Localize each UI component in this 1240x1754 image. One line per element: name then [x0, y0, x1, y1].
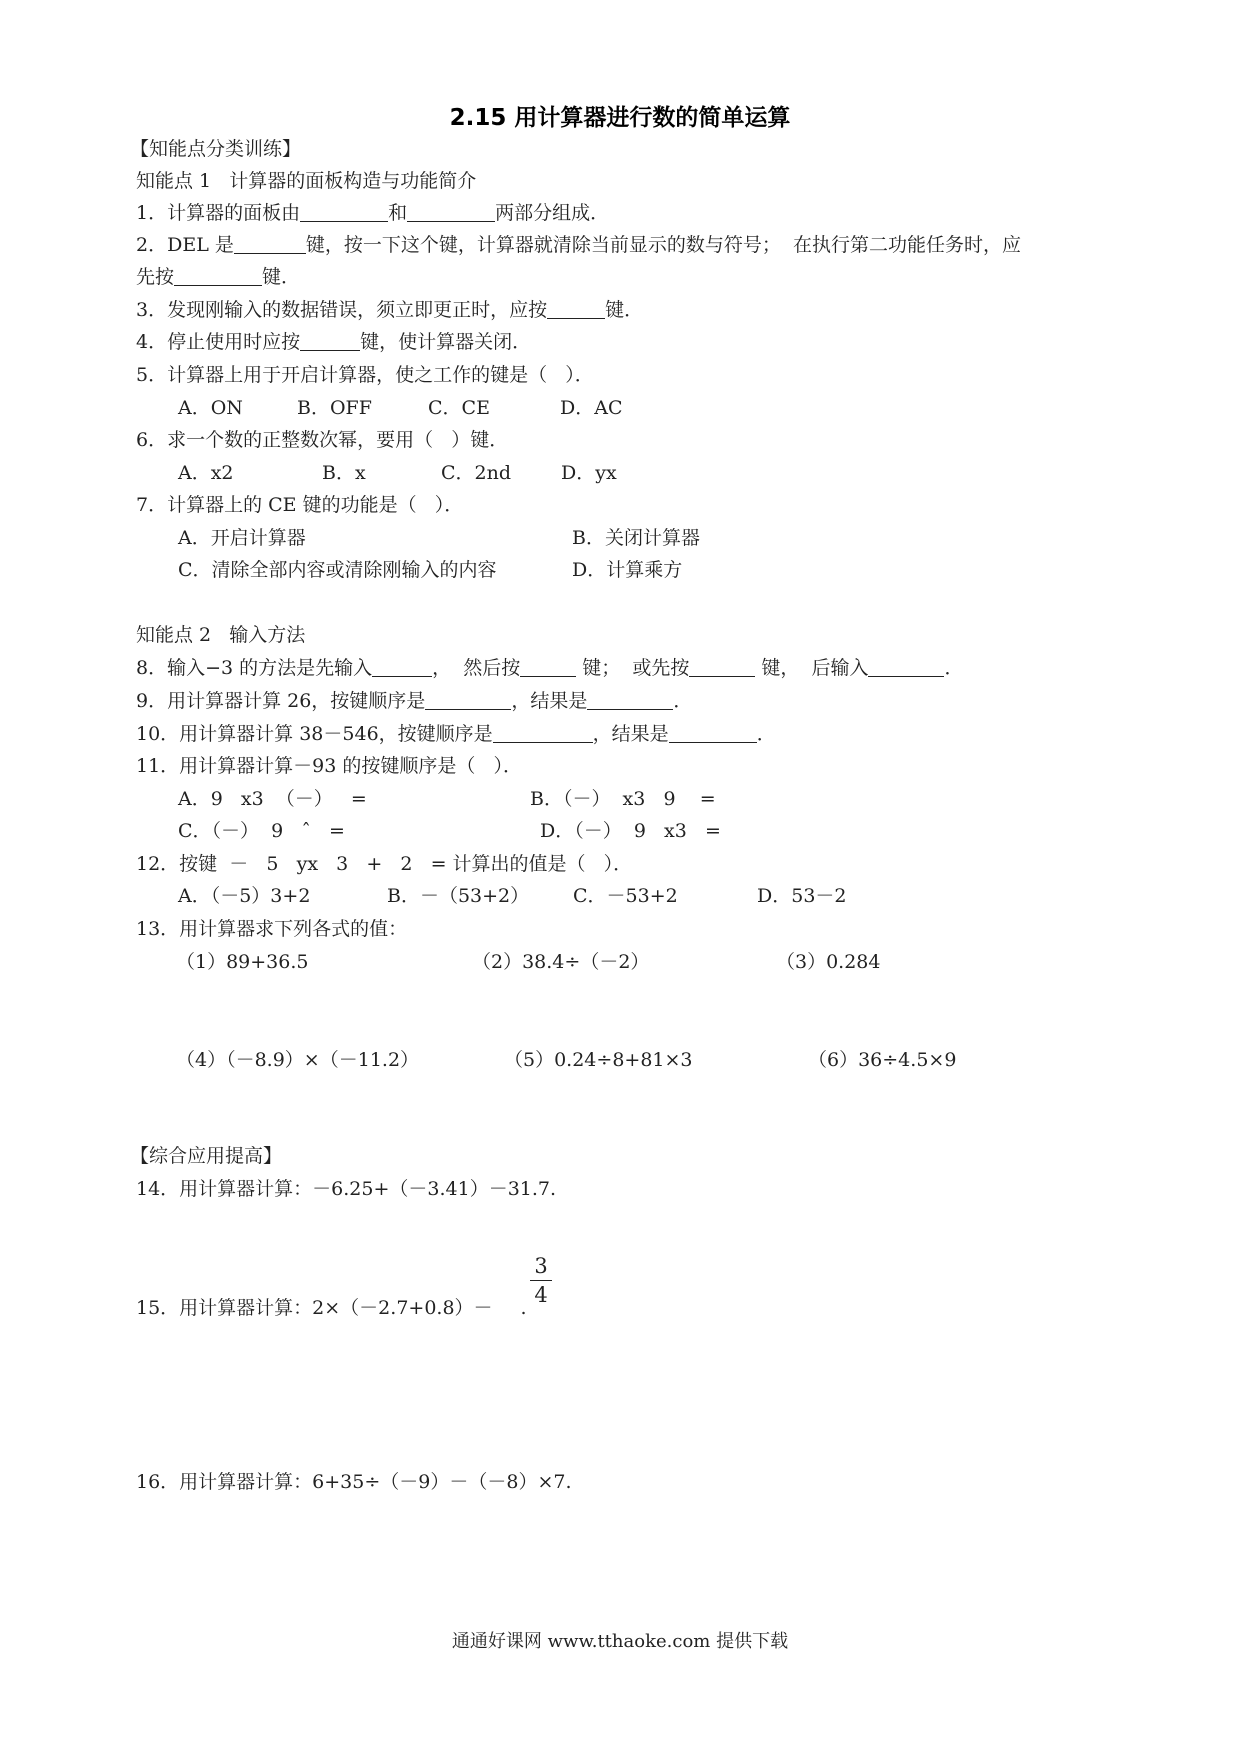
part-6: （6）36÷4.5×9	[808, 1049, 957, 1071]
part-3: （3）0.284	[776, 951, 881, 973]
blank	[300, 332, 360, 351]
option-d: D．（－） 9 x3 =	[540, 820, 721, 842]
option-c: C．CE	[428, 397, 490, 419]
question-5: 5．计算器上用于开启计算器，使之工作的键是（ ）．	[136, 364, 594, 386]
blank	[425, 691, 511, 710]
question-9: 9．用计算器计算 26，按键顺序是 ，结果是 ．	[136, 690, 693, 712]
option-a: A．（－5）3+2	[178, 885, 311, 907]
question-6-options	[178, 461, 617, 485]
question-6: 6．求一个数的正整数次幂，要用（ ）键．	[136, 429, 509, 451]
question-10: 10．用计算器计算 38－546，按键顺序是 ，结果是 ．	[136, 723, 776, 745]
question-13-row2	[176, 1048, 956, 1072]
question-7: 7．计算器上的 CE 键的功能是（ ）．	[136, 494, 464, 516]
part-2: （2）38.4÷（－2）	[472, 951, 650, 973]
option-b: B．关闭计算器	[572, 527, 700, 549]
part-5: （5）0.24÷8+81×3	[504, 1049, 693, 1071]
blank	[407, 203, 495, 222]
option-c: C．清除全部内容或清除刚输入的内容	[178, 559, 497, 581]
option-a: A．x2	[178, 462, 234, 484]
question-8: 8．输入−3 的方法是先输入 ， 然后按 键； 或先按 键， 后输入 ．	[136, 657, 964, 679]
option-d: D．53－2	[757, 885, 847, 907]
option-c: C．－53+2	[573, 885, 678, 907]
question-16: 16．用计算器计算：6+35÷（－9）－（－8）×7.	[136, 1471, 572, 1493]
option-b: B．（－） x3 9 =	[530, 788, 716, 810]
option-d: D．AC	[560, 397, 623, 419]
blank	[234, 235, 306, 254]
option-b: B．OFF	[297, 397, 372, 419]
question-11-options-row1	[178, 787, 716, 811]
question-12: 12．按键 － 5 yx 3 + 2 = 计算出的值是（ ）．	[136, 853, 633, 875]
blank	[689, 658, 755, 677]
blank	[300, 203, 388, 222]
question-15: 15．用计算器计算：2×（－2.7+0.8）－ .	[136, 1297, 527, 1319]
blank	[547, 300, 605, 319]
footer-credit: 通通好课网 www.tthaoke.com 提供下载	[451, 1631, 789, 1652]
question-2: 2．DEL 是 键，按一下这个键，计算器就清除当前显示的数与符号； 在执行第二功能任务时，应	[136, 234, 1021, 256]
option-b: B．－（53+2）	[387, 885, 530, 907]
knowledge-point-2: 知能点 2 输入方法	[136, 624, 306, 646]
option-d: D．yx	[561, 462, 617, 484]
part-1: （1）89+36.5	[176, 951, 309, 973]
option-a: A．开启计算器	[178, 527, 306, 549]
blank	[669, 724, 757, 743]
option-b: B．x	[322, 462, 366, 484]
fraction-three-quarters: 3 4	[530, 1253, 552, 1308]
question-11: 11．用计算器计算－93 的按键顺序是（ ）．	[136, 755, 523, 777]
part-4: （4）（－8.9）×（－11.2）	[176, 1049, 420, 1071]
question-1: 1．计算器的面板由 和 两部分组成．	[136, 202, 610, 224]
question-13: 13．用计算器求下列各式的值：	[136, 918, 408, 940]
question-12-options	[178, 884, 847, 908]
option-d: D．计算乘方	[572, 559, 683, 581]
fraction-bar	[530, 1280, 552, 1281]
question-7-options-row1	[178, 526, 700, 550]
question-3: 3．发现刚输入的数据错误，须立即更正时，应按 键．	[136, 299, 644, 321]
blank	[520, 658, 576, 677]
question-2-cont: 先按 键．	[136, 266, 301, 288]
question-5-options	[178, 396, 623, 420]
question-13-row1	[176, 950, 880, 974]
blank	[372, 658, 432, 677]
section-heading-2: 【综合应用提高】	[130, 1145, 283, 1167]
option-a: A．ON	[178, 397, 243, 419]
section-heading: 【知能点分类训练】	[130, 138, 302, 160]
option-c: C．（－） 9 ˆ =	[178, 820, 345, 842]
option-a: A．9 x3 （－） =	[178, 788, 367, 810]
blank	[868, 658, 944, 677]
blank	[587, 691, 673, 710]
question-14: 14．用计算器计算：－6.25+（－3.41）－31.7.	[136, 1178, 557, 1200]
question-11-options-row2	[178, 819, 721, 843]
question-4: 4．停止使用时应按 键，使计算器关闭．	[136, 331, 532, 353]
page-title: 2.15 用计算器进行数的简单运算	[449, 105, 791, 131]
question-7-options-row2	[178, 558, 682, 582]
option-c: C．2nd	[441, 462, 512, 484]
blank	[174, 267, 262, 286]
blank	[493, 724, 593, 743]
knowledge-point-1: 知能点 1 计算器的面板构造与功能简介	[136, 170, 477, 192]
